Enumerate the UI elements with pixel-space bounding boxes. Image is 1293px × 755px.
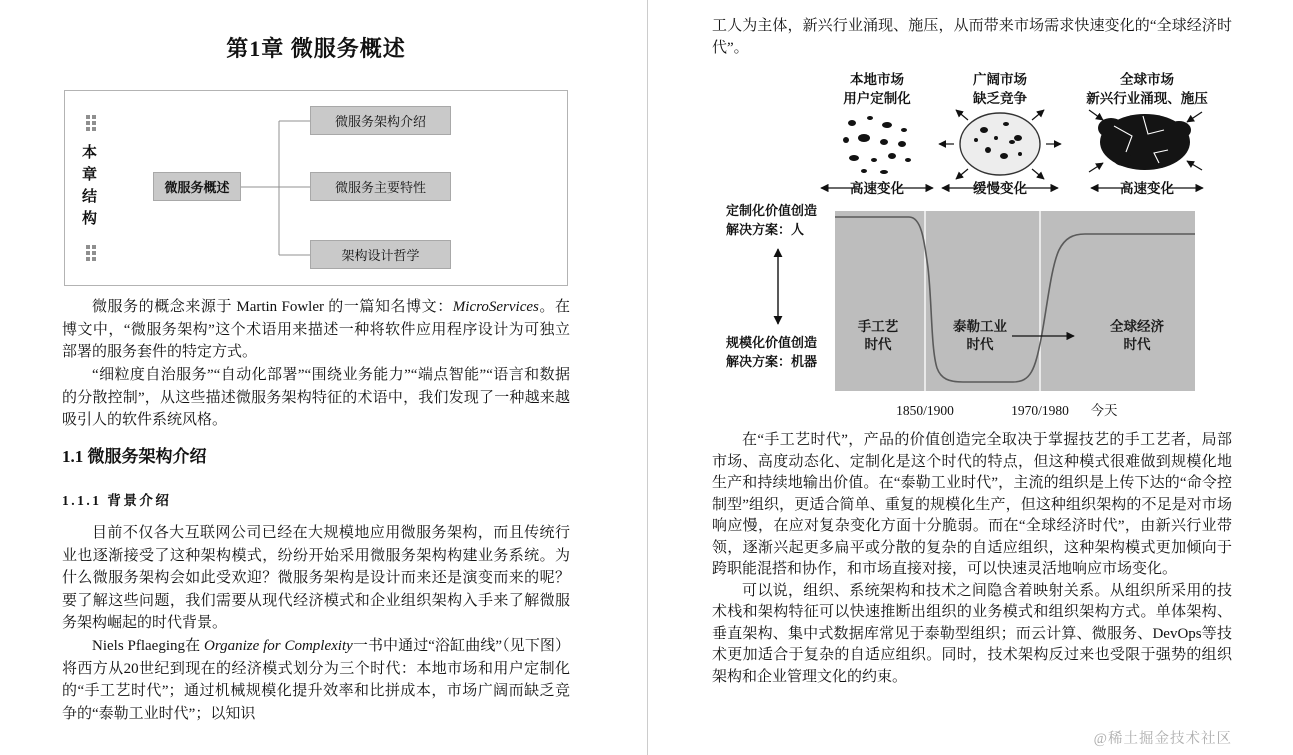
right-page — [712, 0, 1232, 755]
axis-top-line1: 定制化价值创造 — [726, 203, 818, 218]
timeline-2: 今天 — [1090, 403, 1118, 418]
era-0-line1: 手工艺 — [857, 319, 899, 334]
timeline-0: 1850/1900 — [896, 403, 954, 418]
market-1-subtitle: 缺乏竞争 — [973, 91, 1027, 106]
economy-eras-figure — [712, 66, 1232, 424]
market-2-title: 全球市场 — [1120, 72, 1174, 87]
market-0-subtitle: 用户定制化 — [843, 91, 911, 106]
axis-top-line2: 解决方案：人 — [726, 222, 805, 237]
market-0-title: 本地市场 — [850, 72, 904, 87]
right-page-body — [712, 430, 1232, 688]
change-label-1: 缓慢变化 — [973, 181, 1027, 196]
paragraph-eras-analysis: 在“手工艺时代”，产品的价值创造完全取决于掌握技艺的手工艺者，局部市场、高度动态化、定制化是这个时代的特点，但这种模式很难做到规模化地生产和持续地输出价值。在“泰勒工业时代”，主流的组织是上传下达的“命令控制型”组织，更适合简单、重复的规模化生产，但这种组织架构的不足是对市场响应慢，在应对复杂变化方面十分脆弱。而在“全球经济时代”，由新兴行业带领，逐渐兴起更多扁平或分散的复杂的自适应组织，这种架构模式更加倾向于跨职能混搭和协作，和市场直接对接，可以快速灵活地响应市场变化。 — [712, 432, 1232, 577]
paragraph-architecture-mapping: 可以说，组织、系统架构和技术之间隐含着映射关系。从组织所采用的技术栈和架构特征可以快速推断出组织的业务模式和组织架构方式。单体架构、垂直架构、集中式数据库常见于泰勒型组织；而云计算、微服务、DevOps等技术更加适合于复杂的自适应组织。同时，技术架构反过来也受限于强势的组织架构和企业管理文化的约束。 — [712, 582, 1232, 685]
era-1-line2: 时代 — [966, 337, 994, 352]
diagram-node-child-0: 微服务架构介绍 — [310, 106, 451, 135]
value-creation-labels — [725, 203, 817, 369]
timeline-1: 1970/1980 — [1011, 403, 1069, 418]
diagram-node-child-1: 微服务主要特性 — [310, 172, 451, 201]
axis-bottom-line1: 规模化价值创造 — [726, 335, 818, 350]
chapter-structure-label: 本章结构 — [80, 144, 96, 232]
p1-text-pre: 微服务的概念来源于 Martin Fowler 的一篇知名博文： — [92, 299, 453, 315]
global-market-illustration — [1089, 110, 1202, 172]
p4-book-title: Organize for Complexity — [204, 638, 353, 654]
change-rate-row — [821, 180, 1203, 196]
subsection-heading: 1.1.1 背景介绍 — [62, 493, 172, 508]
market-headers — [843, 71, 1208, 106]
change-label-2: 高速变化 — [1120, 181, 1174, 196]
p1-text-post: 。在博文中，“微服务架构”这个术语用来描述一种将软件应用程序设计为可独立部署的服务套件的特定方式。 — [62, 299, 570, 360]
bathtub-curve-plot — [835, 211, 1195, 391]
diagram-node-child-2: 架构设计哲学 — [310, 240, 451, 269]
market-1-title: 广阔市场 — [973, 72, 1027, 87]
diagram-node-root: 微服务概述 — [153, 172, 241, 201]
chapter-structure-diagram — [64, 90, 568, 286]
era-0-line2: 时代 — [864, 337, 892, 352]
timeline-labels — [896, 402, 1118, 418]
broad-market-illustration — [939, 110, 1061, 179]
paragraph-background-1: 目前不仅各大互联网公司已经在大规模地应用微服务架构，而且传统行业也逐渐接受了这种架构模式，纷纷开始采用微服务架构构建业务系统。为什么微服务架构会如此受欢迎？微服务架构是设计而来还是演变而来的呢？要了解这些问题，我们需要从现代经济模式和企业组织架构入手来了解微服务架构崛起的时代背景。 — [62, 525, 570, 631]
chapter-title: 第1章 微服务概述 — [226, 36, 406, 61]
era-2-line2: 时代 — [1123, 337, 1151, 352]
era-2-line1: 全球经济 — [1110, 319, 1164, 334]
section-heading: 1.1 微服务架构介绍 — [62, 447, 207, 466]
axis-bottom-line2: 解决方案：机器 — [726, 354, 818, 369]
page-divider — [647, 0, 648, 755]
local-market-illustration — [843, 116, 911, 174]
paragraph-background-2 — [62, 635, 570, 725]
paragraph-intro-2: “细粒度自治服务”“自动化部署”“围绕业务能力”“端点智能”“语言和数据的分散控制”，从这些描述微服务架构特征的术语中，我们发现了一种越来越吸引人的软件系统风格。 — [62, 367, 570, 428]
change-label-0: 高速变化 — [850, 181, 904, 196]
watermark: @稀土掘金技术社区 — [1093, 731, 1232, 747]
left-page — [62, 0, 570, 755]
paragraph-continuation: 工人为主体，新兴行业涌现、施压，从而带来市场需求快速变化的“全球经济时代”。 — [712, 18, 1232, 56]
p4-text-post: 一书中通过“浴缸曲线”（见下图）将西方从20世纪到现在的经济模式划分为三个时代：本地市场和用户定制化的“手工艺时代”；通过机械规模化提升效率和比拼成本，市场广阔而缺乏竞争的“泰勒工业时代”；以知识 — [62, 638, 570, 722]
era-1-line1: 泰勒工业 — [953, 319, 1007, 334]
p4-text-pre: Niels Pflaeging在 — [92, 638, 204, 654]
paragraph-intro-1 — [62, 296, 570, 364]
market-2-subtitle: 新兴行业涌现、施压 — [1086, 91, 1208, 106]
p1-book-title: MicroServices — [452, 299, 539, 315]
